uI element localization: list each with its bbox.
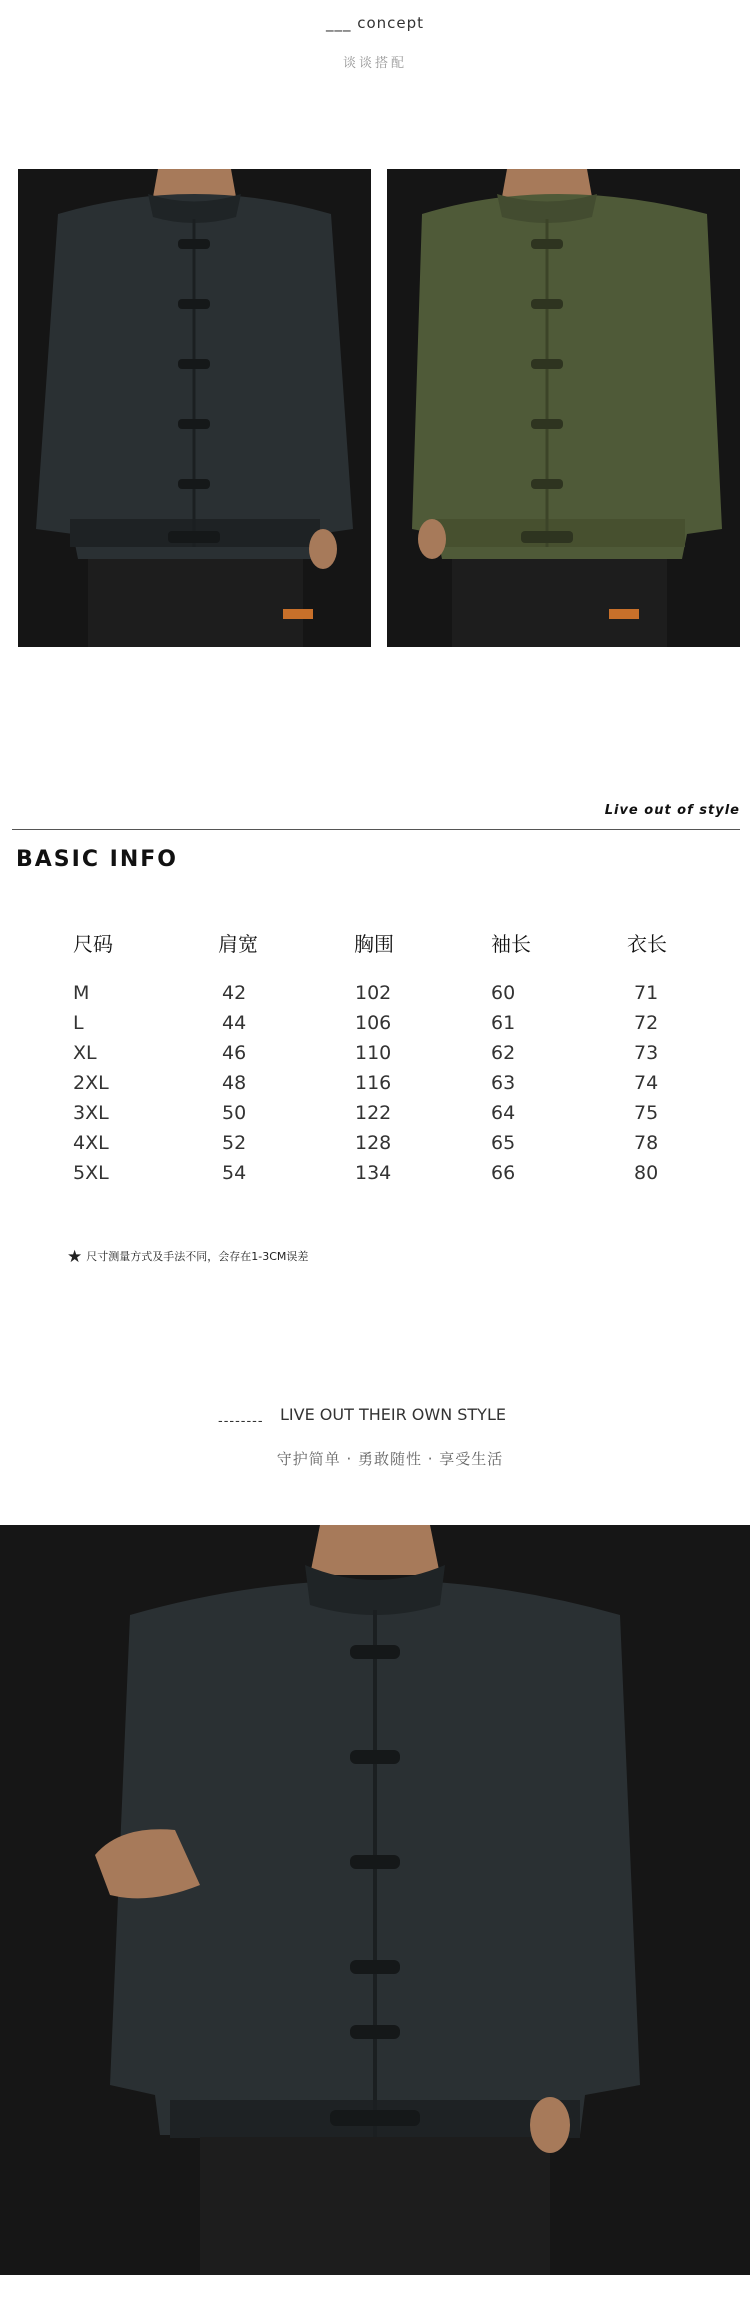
table-cell: 46	[222, 1042, 247, 1064]
note-text: 尺寸测量方式及手法不同，会存在1-3CM误差	[86, 1250, 309, 1263]
jacket-illustration	[387, 169, 740, 647]
table-cell: 66	[491, 1162, 516, 1184]
table-cell: 134	[355, 1162, 392, 1184]
tagline: Live out of style	[604, 803, 740, 818]
table-cell: 110	[355, 1042, 392, 1064]
table-cell: 75	[634, 1102, 659, 1124]
measurement-note	[67, 1247, 308, 1267]
table-cell: 73	[634, 1042, 659, 1064]
table-cell: 63	[491, 1072, 516, 1094]
header-size: 尺码	[73, 932, 113, 956]
table-cell: 54	[222, 1162, 247, 1184]
green-jacket-photo	[387, 169, 740, 647]
table-cell: 62	[491, 1042, 516, 1064]
table-cell: XL	[73, 1042, 97, 1064]
table-cell: 60	[491, 982, 516, 1004]
black-jacket-photo	[18, 169, 371, 647]
slogan-chinese: 守护简单 · 勇敢随性 · 享受生活	[276, 1450, 504, 1468]
table-cell: 50	[222, 1102, 247, 1124]
slogan-dashes: --------	[218, 1414, 264, 1429]
table-cell: 3XL	[73, 1102, 109, 1124]
table-cell: 52	[222, 1132, 247, 1154]
table-cell: L	[73, 1012, 84, 1034]
table-cell: 102	[355, 982, 392, 1004]
table-cell: 74	[634, 1072, 659, 1094]
table-cell: M	[73, 982, 90, 1004]
table-cell: 78	[634, 1132, 659, 1154]
jacket-illustration	[0, 1525, 750, 2275]
slogan-english: LIVE OUT THEIR OWN STYLE	[280, 1405, 506, 1424]
header-shoulder: 肩宽	[218, 932, 258, 956]
header-chest: 胸围	[354, 932, 394, 956]
concept-title: ___ concept	[325, 14, 425, 32]
table-cell: 80	[634, 1162, 659, 1184]
header-length: 衣长	[627, 932, 667, 956]
table-cell: 122	[355, 1102, 392, 1124]
jacket-illustration	[18, 169, 371, 647]
table-cell: 5XL	[73, 1162, 109, 1184]
table-cell: 48	[222, 1072, 247, 1094]
table-cell: 106	[355, 1012, 392, 1034]
divider	[12, 829, 740, 830]
star-icon: ★	[67, 1247, 83, 1267]
table-cell: 61	[491, 1012, 516, 1034]
table-cell: 71	[634, 982, 659, 1004]
table-cell: 64	[491, 1102, 516, 1124]
table-cell: 116	[355, 1072, 392, 1094]
table-cell: 4XL	[73, 1132, 109, 1154]
large-black-jacket-photo	[0, 1525, 750, 2275]
table-cell: 72	[634, 1012, 659, 1034]
table-cell: 44	[222, 1012, 247, 1034]
table-cell: 42	[222, 982, 247, 1004]
basic-info-title: BASIC INFO	[16, 847, 178, 872]
table-cell: 65	[491, 1132, 516, 1154]
concept-subtitle: 谈谈搭配	[342, 56, 407, 71]
table-cell: 2XL	[73, 1072, 109, 1094]
header-sleeve: 袖长	[491, 932, 531, 956]
table-cell: 128	[355, 1132, 392, 1154]
